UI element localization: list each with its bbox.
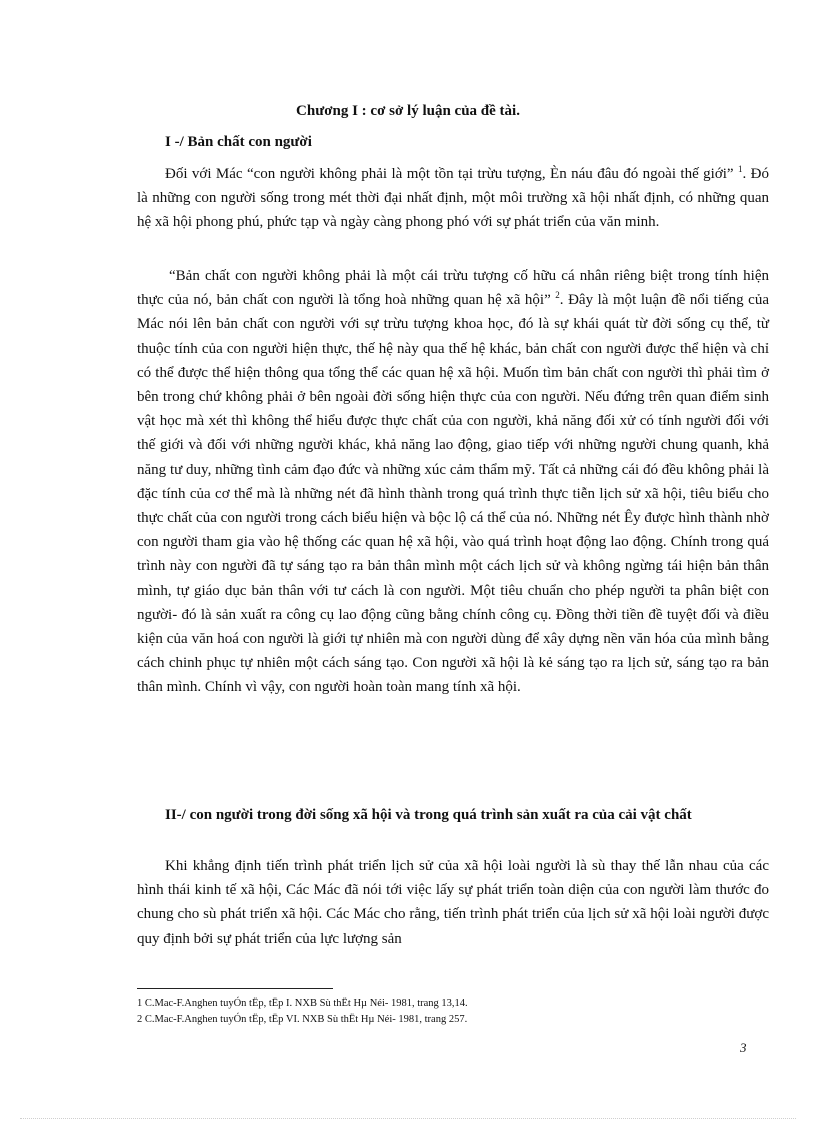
section-heading-2: II-/ con người trong đời sống xã hội và trong quá trình sản xuất ra của cải vật chất — [165, 807, 692, 823]
section-heading-1: I -/ Bản chất con người — [165, 134, 312, 150]
paragraph-text: “Bản chất con người không phải là một cái trừu tượng cố hữu cá nhân riêng biệt trong tính hiện thực của nó, bản chất con người là tổng hoà những quan hệ xã hội” — [137, 268, 769, 309]
section-2-paragraph-1: Khi khẳng định tiến trình phát triển lịch sử của xã hội loài người là sù thay thế lẫn nhau của các hình thái kinh tế xã hội, Các Mác đã nói tới việc lấy sự phát triển toàn diện của con người làm thước đo chung cho sù phát triển xã hội. Các Mác cho rằng, tiến trình phát triển của lịch sử xã hội loài người được quy định bởi sự phát triển của lực lượng sản — [137, 858, 769, 947]
paragraph-text: . Đó là những con người sống trong mét thời đại nhất định, một môi trường xã hội nhất định, có những quan hệ xã hội phong phú, phức tạp và ngày càng phong phó với sự phát triển của văn minh. — [137, 166, 769, 231]
footnote-2: 2 C.Mac-F.Anghen tuyÓn tËp, tËp VI. NXB Sù thËt Hµ Néi- 1981, trang 257. — [137, 1014, 468, 1025]
footnote-ref-1[interactable]: 1 — [737, 164, 743, 174]
page-number: 3 — [740, 1040, 747, 1055]
paragraph-text: Đối với Mác “con người không phải là một tồn tại trừu tượng, Èn náu đâu đó ngoài thế giới” — [165, 166, 738, 182]
footnote-ref-2[interactable]: 2 — [555, 290, 560, 301]
footnotes — [137, 996, 757, 1028]
footnote-separator — [137, 988, 333, 989]
section-1-paragraph-2 — [137, 264, 769, 700]
chapter-title: Chương I : cơ sở lý luận của đề tài. — [296, 103, 520, 119]
page-bottom-edge — [20, 1118, 796, 1119]
footnote-1: 1 C.Mac-F.Anghen tuyÓn tËp, tËp I. NXB Sù thËt Hµ Néi- 1981, trang 13,14. — [137, 998, 468, 1009]
paragraph-text: . Đây là một luận đề nổi tiếng của Mác nói lên bản chất con người với sự trừu tượng khoa học, đó là sự khái quát từ đời sống cụ thể, từ thuộc tính của con người hiện thực, thế hệ này qua thế hệ khác, bản chất con người được thể hiện và chỉ có thể được thể hiện thông qua tổng thể các quan hệ xã hội. Muốn tìm bản chất con người thì phải tìm ở bên trong chứ không phải ở bên ngoài đời sống hiện thực của con người. Nếu đứng trên quan điểm sinh vật học mà xét thì không thể hiểu được thực chất của con người, khả năng đối xử có tính người đối với thế giới và đối với những người khác, khả năng lao động, giao tiếp với những người chung quanh, khả năng tư duy, những tình cảm đạo đức và những xúc cảm thẩm mỹ. Tất cả những cái đó đều không phải là đặc tính của cơ thể mà là những nét đã hình thành trong quá trình thực tiễn lịch sử xã hội, tiêu biểu cho thực chất của con người trong cách biểu hiện và bộc lộ cá thể của nó. Những nét Êy được hình thành nhờ con người tham gia vào hệ thống các quan hệ xã hội, vào quá trình hoạt động lao động. Chính trong quá trình này con người đã tự sáng tạo ra bản thân mình một cách lịch sử và không ngừng tái hiện bản thân mình, tự giáo dục bản thân với tư cách là con người. Một tiêu chuẩn cho phép người ta phân biệt con người- đó là sản xuất ra công cụ lao động cũng bằng chính công cụ. Đồng thời tiền đề tuyệt đối và điều kiện của văn hoá con người là giới tự nhiên mà con người dùng để xây dựng nền văn hóa của mình bằng cách chinh phục tự nhiên một cách sáng tạo. Con người xã hội là kẻ sáng tạo ra lịch sử, sáng tạo ra bản thân mình. Chính vì vậy, con người hoàn toàn mang tính xã hội. — [137, 292, 769, 696]
section-1-paragraph-1 — [137, 162, 769, 235]
